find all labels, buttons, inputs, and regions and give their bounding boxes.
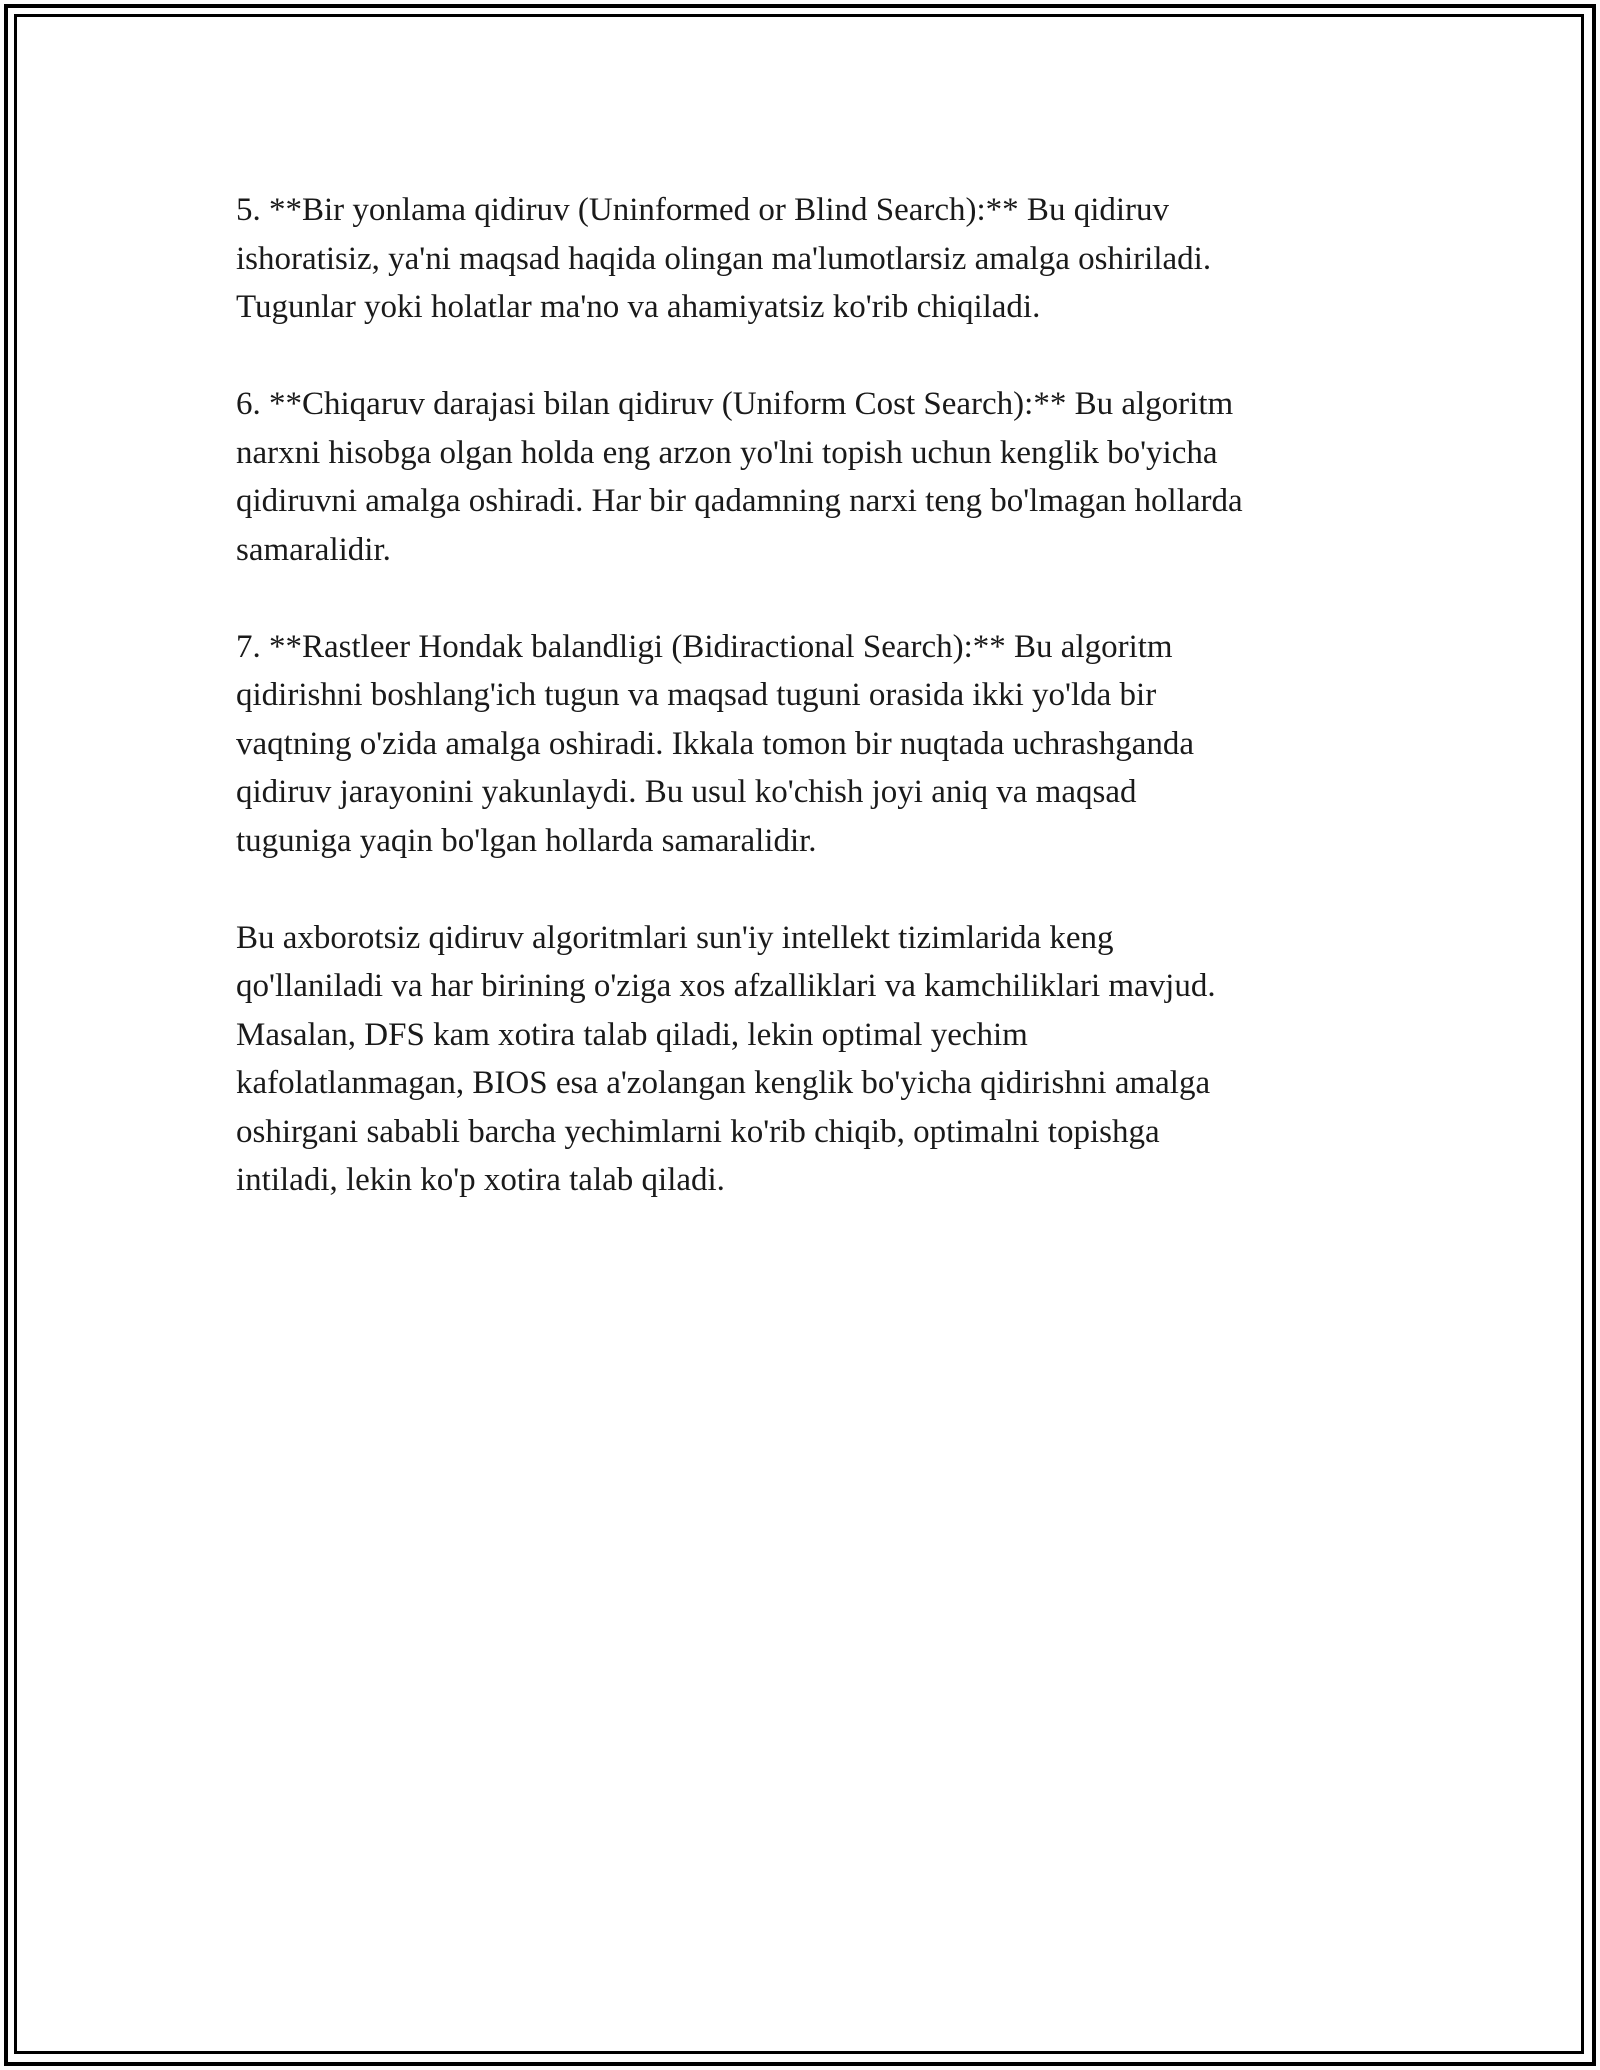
text-line: Tugunlar yoki holatlar ma'no va ahamiyatsiz ko'rib chiqiladi. — [236, 289, 1041, 325]
text-line: intiladi, lekin ko'p xotira talab qiladi. — [236, 1162, 725, 1198]
text-line: Bu axborotsiz qidiruv algoritmlari sun'iy intellekt tizimlarida keng — [236, 919, 1114, 956]
text-line: qidiruvni amalga oshiradi. Har bir qadamning narxi teng bo'lmagan hollarda — [236, 483, 1243, 519]
text-line: 5. **Bir yonlama qidiruv (Uninformed or Blind Search):** Bu qidiruv — [236, 192, 1170, 228]
paragraph-bidirectional-search — [236, 623, 1386, 866]
text-line: qo'llaniladi va har birining o'ziga xos afzalliklari va kamchiliklari mavjud. — [236, 968, 1216, 1004]
text-line: ishoratisiz, ya'ni maqsad haqida olingan ma'lumotlarsiz amalga oshiriladi. — [236, 240, 1212, 277]
text-line: narxni hisobga olgan holda eng arzon yo'lni topish uchun kenglik bo'yicha — [236, 434, 1218, 471]
text-line: vaqtning o'zida amalga oshiradi. Ikkala tomon bir nuqtada uchrashganda — [236, 725, 1195, 762]
text-line: qidirishni boshlang'ich tugun va maqsad tuguni orasida ikki yo'lda bir — [236, 677, 1157, 713]
text-line: qidiruv jarayonini yakunlaydi. Bu usul ko'chish joyi aniq va maqsad — [236, 774, 1137, 810]
text-line: tuguniga yaqin bo'lgan hollarda samaralidir. — [236, 822, 817, 859]
text-line: kafolatlanmagan, BIOS esa a'zolangan kenglik bo'yicha qidirishni amalga — [236, 1065, 1211, 1101]
paragraph-summary — [236, 914, 1386, 1205]
text-line: samaralidir. — [236, 531, 391, 568]
text-line: 7. **Rastleer Hondak balandligi (Bidiractional Search):** Bu algoritm — [236, 628, 1173, 665]
text-line: oshirgani sababli barcha yechimlarni ko'rib chiqib, optimalni topishga — [236, 1113, 1160, 1150]
document-body — [236, 186, 1386, 1253]
text-line: Masalan, DFS kam xotira talab qiladi, lekin optimal yechim — [236, 1016, 1028, 1053]
paragraph-bir-yonlama-qidiruv — [236, 186, 1386, 332]
text-line: 6. **Chiqaruv darajasi bilan qidiruv (Uniform Cost Search):** Bu algoritm — [236, 386, 1234, 422]
paragraph-uniform-cost-search — [236, 380, 1386, 574]
